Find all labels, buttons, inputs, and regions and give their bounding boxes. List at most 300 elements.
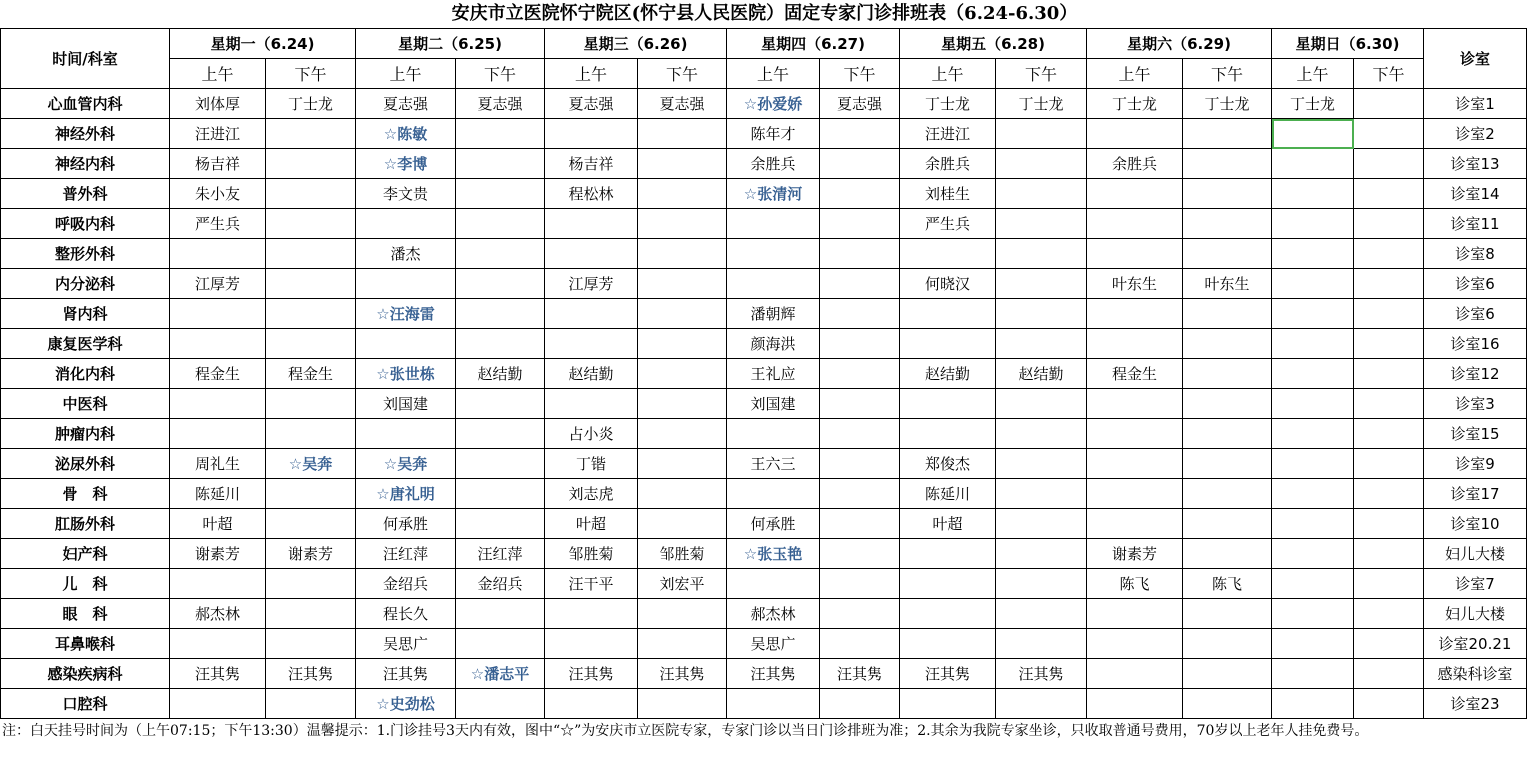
- doctor-cell[interactable]: [456, 419, 545, 449]
- doctor-cell[interactable]: [727, 299, 820, 329]
- doctor-cell[interactable]: [545, 539, 638, 569]
- doctor-cell[interactable]: [900, 419, 996, 449]
- doctor-cell[interactable]: [727, 359, 820, 389]
- doctor-cell[interactable]: [170, 419, 266, 449]
- doctor-cell[interactable]: [996, 389, 1087, 419]
- doctor-cell[interactable]: [356, 299, 456, 329]
- doctor-cell[interactable]: [170, 269, 266, 299]
- doctor-cell[interactable]: [170, 119, 266, 149]
- doctor-cell[interactable]: [545, 659, 638, 689]
- doctor-cell[interactable]: [1183, 119, 1272, 149]
- doctor-cell[interactable]: [638, 359, 727, 389]
- doctor-cell[interactable]: [1354, 89, 1424, 119]
- doctor-cell[interactable]: [456, 149, 545, 179]
- doctor-cell[interactable]: [820, 689, 900, 719]
- doctor-cell[interactable]: [266, 419, 356, 449]
- doctor-cell[interactable]: [266, 209, 356, 239]
- doctor-cell[interactable]: [820, 659, 900, 689]
- doctor-cell[interactable]: [1272, 209, 1354, 239]
- doctor-cell[interactable]: [1354, 509, 1424, 539]
- doctor-cell[interactable]: [727, 239, 820, 269]
- doctor-cell[interactable]: [820, 179, 900, 209]
- doctor-cell[interactable]: [1087, 479, 1183, 509]
- doctor-cell[interactable]: [266, 539, 356, 569]
- doctor-cell[interactable]: [356, 509, 456, 539]
- doctor-cell[interactable]: [727, 179, 820, 209]
- doctor-cell[interactable]: [1272, 689, 1354, 719]
- doctor-cell[interactable]: [1354, 209, 1424, 239]
- doctor-cell[interactable]: [170, 389, 266, 419]
- doctor-cell[interactable]: [545, 689, 638, 719]
- doctor-cell[interactable]: [456, 539, 545, 569]
- doctor-cell[interactable]: [1183, 299, 1272, 329]
- doctor-cell[interactable]: [900, 569, 996, 599]
- doctor-cell[interactable]: [1087, 149, 1183, 179]
- doctor-cell[interactable]: [456, 209, 545, 239]
- doctor-cell[interactable]: [170, 479, 266, 509]
- doctor-cell[interactable]: [1272, 419, 1354, 449]
- doctor-cell[interactable]: [1354, 629, 1424, 659]
- doctor-cell[interactable]: [456, 299, 545, 329]
- doctor-cell[interactable]: [356, 119, 456, 149]
- doctor-cell[interactable]: [900, 689, 996, 719]
- doctor-cell[interactable]: [820, 569, 900, 599]
- doctor-cell[interactable]: [638, 179, 727, 209]
- doctor-cell[interactable]: [1272, 299, 1354, 329]
- doctor-cell[interactable]: [1272, 629, 1354, 659]
- doctor-cell[interactable]: [900, 89, 996, 119]
- doctor-cell[interactable]: [996, 449, 1087, 479]
- doctor-cell[interactable]: [1354, 359, 1424, 389]
- doctor-cell[interactable]: [456, 629, 545, 659]
- doctor-cell[interactable]: [1272, 89, 1354, 119]
- doctor-cell[interactable]: [356, 389, 456, 419]
- doctor-cell[interactable]: [170, 509, 266, 539]
- doctor-name: 杨吉祥: [194, 155, 240, 173]
- doctor-cell[interactable]: [356, 209, 456, 239]
- doctor-cell[interactable]: [1272, 359, 1354, 389]
- doctor-cell[interactable]: [996, 209, 1087, 239]
- doctor-cell[interactable]: [1087, 599, 1183, 629]
- doctor-cell[interactable]: [727, 599, 820, 629]
- doctor-cell[interactable]: [996, 419, 1087, 449]
- doctor-cell[interactable]: [727, 449, 820, 479]
- doctor-cell[interactable]: [1183, 449, 1272, 479]
- doctor-cell[interactable]: [820, 359, 900, 389]
- doctor-cell[interactable]: [1183, 149, 1272, 179]
- doctor-cell[interactable]: [638, 269, 727, 299]
- doctor-cell[interactable]: [900, 539, 996, 569]
- doctor-cell[interactable]: [1272, 539, 1354, 569]
- doctor-cell[interactable]: [1183, 329, 1272, 359]
- doctor-cell[interactable]: [727, 119, 820, 149]
- doctor-cell[interactable]: [638, 599, 727, 629]
- doctor-cell[interactable]: [996, 299, 1087, 329]
- doctor-cell[interactable]: [638, 659, 727, 689]
- doctor-cell[interactable]: [456, 89, 545, 119]
- doctor-cell[interactable]: [1087, 209, 1183, 239]
- doctor-cell[interactable]: [545, 449, 638, 479]
- doctor-cell[interactable]: [820, 269, 900, 299]
- doctor-cell[interactable]: [1183, 359, 1272, 389]
- doctor-cell[interactable]: [1354, 539, 1424, 569]
- doctor-cell[interactable]: [996, 329, 1087, 359]
- doctor-cell[interactable]: [266, 659, 356, 689]
- doctor-cell[interactable]: [1087, 689, 1183, 719]
- doctor-cell[interactable]: [638, 299, 727, 329]
- doctor-cell[interactable]: [545, 629, 638, 659]
- doctor-cell[interactable]: [456, 179, 545, 209]
- doctor-cell[interactable]: [638, 119, 727, 149]
- doctor-cell[interactable]: [1087, 629, 1183, 659]
- doctor-cell[interactable]: [820, 449, 900, 479]
- doctor-cell[interactable]: [638, 479, 727, 509]
- doctor-cell[interactable]: [1354, 689, 1424, 719]
- doctor-cell[interactable]: [266, 179, 356, 209]
- doctor-cell[interactable]: [1354, 569, 1424, 599]
- doctor-cell[interactable]: [900, 149, 996, 179]
- doctor-cell[interactable]: [1272, 149, 1354, 179]
- doctor-cell[interactable]: [1183, 389, 1272, 419]
- doctor-cell[interactable]: [1272, 329, 1354, 359]
- doctor-cell[interactable]: [727, 419, 820, 449]
- doctor-cell[interactable]: [638, 209, 727, 239]
- doctor-cell[interactable]: [545, 569, 638, 599]
- doctor-cell[interactable]: [638, 419, 727, 449]
- doctor-cell[interactable]: [456, 689, 545, 719]
- doctor-cell[interactable]: [820, 119, 900, 149]
- doctor-cell[interactable]: [820, 329, 900, 359]
- doctor-cell[interactable]: [727, 389, 820, 419]
- doctor-cell[interactable]: [638, 539, 727, 569]
- doctor-cell[interactable]: [1087, 299, 1183, 329]
- doctor-cell[interactable]: [456, 509, 545, 539]
- doctor-cell[interactable]: [1183, 479, 1272, 509]
- doctor-cell[interactable]: [1354, 269, 1424, 299]
- doctor-cell[interactable]: [1354, 479, 1424, 509]
- doctor-cell[interactable]: [820, 599, 900, 629]
- doctor-cell[interactable]: [170, 569, 266, 599]
- doctor-cell[interactable]: [1272, 389, 1354, 419]
- doctor-cell[interactable]: [900, 239, 996, 269]
- doctor-cell[interactable]: [900, 119, 996, 149]
- doctor-cell[interactable]: [996, 659, 1087, 689]
- doctor-cell[interactable]: [638, 329, 727, 359]
- doctor-cell[interactable]: [456, 269, 545, 299]
- doctor-cell[interactable]: [1087, 449, 1183, 479]
- doctor-cell[interactable]: [638, 449, 727, 479]
- doctor-cell[interactable]: [1183, 509, 1272, 539]
- doctor-cell[interactable]: [266, 389, 356, 419]
- doctor-cell[interactable]: [996, 179, 1087, 209]
- doctor-cell[interactable]: [170, 539, 266, 569]
- doctor-cell[interactable]: [1183, 569, 1272, 599]
- doctor-cell[interactable]: [266, 359, 356, 389]
- doctor-cell[interactable]: [456, 599, 545, 629]
- doctor-cell[interactable]: [1183, 629, 1272, 659]
- doctor-cell[interactable]: [456, 569, 545, 599]
- doctor-cell[interactable]: [1087, 659, 1183, 689]
- doctor-cell[interactable]: [1087, 119, 1183, 149]
- doctor-cell[interactable]: [170, 89, 266, 119]
- doctor-cell[interactable]: [1354, 419, 1424, 449]
- doctor-cell[interactable]: [1272, 449, 1354, 479]
- doctor-cell[interactable]: [545, 389, 638, 419]
- doctor-cell[interactable]: [820, 539, 900, 569]
- table-row: [1, 449, 1527, 479]
- doctor-cell[interactable]: [1354, 119, 1424, 149]
- doctor-cell[interactable]: [727, 149, 820, 179]
- doctor-cell[interactable]: [1183, 419, 1272, 449]
- doctor-cell[interactable]: [727, 659, 820, 689]
- doctor-cell[interactable]: [1183, 179, 1272, 209]
- doctor-cell[interactable]: [356, 239, 456, 269]
- doctor-cell[interactable]: [1354, 659, 1424, 689]
- doctor-cell[interactable]: [727, 569, 820, 599]
- doctor-cell[interactable]: [727, 689, 820, 719]
- doctor-cell[interactable]: [638, 509, 727, 539]
- doctor-cell[interactable]: [820, 299, 900, 329]
- doctor-cell[interactable]: [996, 509, 1087, 539]
- doctor-cell[interactable]: [266, 569, 356, 599]
- doctor-cell[interactable]: [266, 449, 356, 479]
- doctor-cell[interactable]: [456, 119, 545, 149]
- doctor-cell[interactable]: [996, 629, 1087, 659]
- doctor-cell[interactable]: [900, 329, 996, 359]
- doctor-cell[interactable]: [900, 449, 996, 479]
- doctor-cell[interactable]: [900, 209, 996, 239]
- doctor-cell[interactable]: [356, 599, 456, 629]
- doctor-cell[interactable]: [1354, 389, 1424, 419]
- doctor-cell[interactable]: [638, 629, 727, 659]
- doctor-cell[interactable]: [170, 359, 266, 389]
- doctor-cell[interactable]: [356, 329, 456, 359]
- doctor-cell[interactable]: [1354, 329, 1424, 359]
- doctor-cell[interactable]: [727, 629, 820, 659]
- doctor-cell[interactable]: [356, 659, 456, 689]
- doctor-cell[interactable]: [820, 239, 900, 269]
- doctor-cell[interactable]: [1087, 239, 1183, 269]
- doctor-cell[interactable]: [1183, 539, 1272, 569]
- doctor-cell[interactable]: [456, 359, 545, 389]
- doctor-cell[interactable]: [996, 239, 1087, 269]
- doctor-cell[interactable]: [266, 689, 356, 719]
- doctor-cell[interactable]: [356, 479, 456, 509]
- doctor-cell[interactable]: [1354, 239, 1424, 269]
- doctor-cell[interactable]: [1087, 569, 1183, 599]
- doctor-cell[interactable]: [456, 449, 545, 479]
- doctor-cell[interactable]: [545, 239, 638, 269]
- doctor-cell[interactable]: [727, 329, 820, 359]
- doctor-name: 赵结勤: [568, 365, 614, 383]
- doctor-cell[interactable]: [1087, 359, 1183, 389]
- doctor-cell[interactable]: [820, 389, 900, 419]
- doctor-cell[interactable]: [170, 179, 266, 209]
- doctor-cell[interactable]: [900, 299, 996, 329]
- doctor-cell[interactable]: [638, 89, 727, 119]
- doctor-cell[interactable]: [820, 509, 900, 539]
- doctor-cell[interactable]: [727, 89, 820, 119]
- doctor-cell[interactable]: [1272, 569, 1354, 599]
- doctor-cell[interactable]: [356, 359, 456, 389]
- doctor-cell[interactable]: [170, 659, 266, 689]
- doctor-cell[interactable]: [996, 599, 1087, 629]
- doctor-cell[interactable]: [900, 389, 996, 419]
- doctor-cell[interactable]: [1087, 509, 1183, 539]
- doctor-cell[interactable]: [1272, 179, 1354, 209]
- doctor-cell[interactable]: [1354, 299, 1424, 329]
- doctor-cell[interactable]: [1354, 449, 1424, 479]
- doctor-cell[interactable]: [900, 359, 996, 389]
- doctor-cell[interactable]: [356, 689, 456, 719]
- doctor-cell[interactable]: [170, 149, 266, 179]
- doctor-cell[interactable]: [545, 599, 638, 629]
- doctor-cell[interactable]: [170, 239, 266, 269]
- doctor-cell[interactable]: [545, 509, 638, 539]
- doctor-cell[interactable]: [266, 509, 356, 539]
- doctor-cell[interactable]: [356, 539, 456, 569]
- doctor-cell[interactable]: [266, 89, 356, 119]
- doctor-cell[interactable]: [170, 689, 266, 719]
- doctor-cell[interactable]: [820, 209, 900, 239]
- doctor-cell[interactable]: [170, 599, 266, 629]
- doctor-cell[interactable]: [545, 269, 638, 299]
- doctor-cell[interactable]: [820, 149, 900, 179]
- doctor-cell[interactable]: [545, 359, 638, 389]
- doctor-cell[interactable]: [1087, 419, 1183, 449]
- doctor-cell[interactable]: [266, 149, 356, 179]
- doctor-cell[interactable]: [996, 359, 1087, 389]
- doctor-cell[interactable]: [545, 479, 638, 509]
- doctor-cell[interactable]: [820, 419, 900, 449]
- doctor-cell[interactable]: [356, 629, 456, 659]
- doctor-cell[interactable]: [1087, 179, 1183, 209]
- doctor-cell[interactable]: [727, 209, 820, 239]
- doctor-cell[interactable]: [456, 329, 545, 359]
- selected-cell[interactable]: [1272, 119, 1354, 149]
- doctor-cell[interactable]: [545, 149, 638, 179]
- doctor-cell[interactable]: [356, 419, 456, 449]
- doctor-cell[interactable]: [1183, 269, 1272, 299]
- doctor-cell[interactable]: [996, 149, 1087, 179]
- doctor-cell[interactable]: [1354, 599, 1424, 629]
- doctor-cell[interactable]: [900, 269, 996, 299]
- doctor-cell[interactable]: [638, 149, 727, 179]
- doctor-cell[interactable]: [727, 479, 820, 509]
- doctor-cell[interactable]: [1183, 599, 1272, 629]
- doctor-cell[interactable]: [170, 329, 266, 359]
- doctor-cell[interactable]: [1087, 539, 1183, 569]
- doctor-cell[interactable]: [266, 239, 356, 269]
- doctor-cell[interactable]: [638, 689, 727, 719]
- doctor-cell[interactable]: [356, 449, 456, 479]
- doctor-cell[interactable]: [900, 599, 996, 629]
- doctor-cell[interactable]: [638, 389, 727, 419]
- doctor-cell[interactable]: [1272, 479, 1354, 509]
- doctor-cell[interactable]: [996, 119, 1087, 149]
- doctor-cell[interactable]: [1183, 689, 1272, 719]
- doctor-cell[interactable]: [170, 449, 266, 479]
- doctor-cell[interactable]: [820, 629, 900, 659]
- doctor-cell[interactable]: [456, 659, 545, 689]
- doctor-cell[interactable]: [996, 479, 1087, 509]
- doctor-cell[interactable]: [1183, 209, 1272, 239]
- doctor-cell[interactable]: [266, 329, 356, 359]
- doctor-cell[interactable]: [1183, 89, 1272, 119]
- doctor-cell[interactable]: [1087, 329, 1183, 359]
- doctor-cell[interactable]: [356, 149, 456, 179]
- doctor-cell[interactable]: [1272, 599, 1354, 629]
- star-icon: ☆: [376, 365, 390, 383]
- doctor-cell[interactable]: [638, 239, 727, 269]
- doctor-cell[interactable]: [900, 179, 996, 209]
- doctor-cell[interactable]: [996, 689, 1087, 719]
- doctor-cell[interactable]: [1354, 179, 1424, 209]
- doctor-cell[interactable]: [996, 89, 1087, 119]
- doctor-cell[interactable]: [1272, 269, 1354, 299]
- doctor-cell[interactable]: [900, 479, 996, 509]
- doctor-cell[interactable]: [1272, 239, 1354, 269]
- doctor-cell[interactable]: [1087, 269, 1183, 299]
- doctor-cell[interactable]: [996, 539, 1087, 569]
- doctor-cell[interactable]: [266, 479, 356, 509]
- doctor-cell[interactable]: [727, 509, 820, 539]
- doctor-cell[interactable]: [900, 659, 996, 689]
- doctor-cell[interactable]: [356, 179, 456, 209]
- doctor-cell[interactable]: [1183, 239, 1272, 269]
- doctor-cell[interactable]: [1354, 149, 1424, 179]
- doctor-cell[interactable]: [545, 119, 638, 149]
- doctor-cell[interactable]: [1183, 659, 1272, 689]
- doctor-cell[interactable]: [266, 599, 356, 629]
- room-cell: 诊室3: [1424, 389, 1527, 419]
- doctor-cell[interactable]: [266, 119, 356, 149]
- doctor-cell[interactable]: [545, 329, 638, 359]
- doctor-cell[interactable]: [996, 569, 1087, 599]
- doctor-cell[interactable]: [266, 299, 356, 329]
- doctor-cell[interactable]: [456, 389, 545, 419]
- doctor-cell[interactable]: [170, 299, 266, 329]
- doctor-cell[interactable]: [727, 269, 820, 299]
- doctor-cell[interactable]: [356, 89, 456, 119]
- doctor-cell[interactable]: [456, 479, 545, 509]
- department-cell: 普外科: [1, 179, 170, 209]
- doctor-cell[interactable]: [266, 629, 356, 659]
- doctor-cell[interactable]: [266, 269, 356, 299]
- doctor-cell[interactable]: [545, 209, 638, 239]
- doctor-cell[interactable]: [638, 569, 727, 599]
- doctor-cell[interactable]: [1087, 89, 1183, 119]
- doctor-cell[interactable]: [1087, 389, 1183, 419]
- doctor-cell[interactable]: [727, 539, 820, 569]
- doctor-cell[interactable]: [456, 239, 545, 269]
- doctor-cell[interactable]: [545, 299, 638, 329]
- doctor-cell[interactable]: [820, 89, 900, 119]
- doctor-cell[interactable]: [356, 269, 456, 299]
- doctor-cell[interactable]: [170, 629, 266, 659]
- doctor-cell[interactable]: [900, 509, 996, 539]
- doctor-cell[interactable]: [356, 569, 456, 599]
- doctor-cell[interactable]: [820, 479, 900, 509]
- doctor-cell[interactable]: [170, 209, 266, 239]
- doctor-cell[interactable]: [1272, 509, 1354, 539]
- doctor-cell[interactable]: [545, 89, 638, 119]
- doctor-cell[interactable]: [545, 419, 638, 449]
- doctor-cell[interactable]: [545, 179, 638, 209]
- doctor-cell[interactable]: [1272, 659, 1354, 689]
- doctor-cell[interactable]: [996, 269, 1087, 299]
- doctor-cell[interactable]: [900, 629, 996, 659]
